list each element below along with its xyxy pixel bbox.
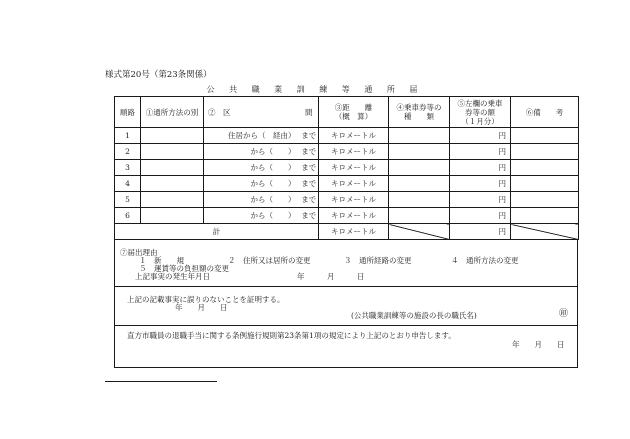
remarks-cell[interactable]	[511, 160, 579, 176]
section-from[interactable]: 住居から（ 経由）	[204, 128, 300, 144]
fare-cell[interactable]: 円	[450, 176, 511, 192]
declaration-date[interactable]: 年 月 日	[512, 340, 565, 349]
ticket-cell[interactable]	[389, 192, 450, 208]
route-row	[115, 144, 579, 160]
distance-cell[interactable]: キロメートル	[319, 176, 389, 192]
remarks-cell[interactable]	[511, 128, 579, 144]
remarks-cell[interactable]	[511, 192, 579, 208]
ticket-cell[interactable]	[389, 208, 450, 224]
total-ticket-crossed	[389, 224, 450, 240]
route-row	[115, 160, 579, 176]
fare-cell[interactable]: 円	[450, 144, 511, 160]
form-id: 様式第20号（第23条関係）	[105, 70, 212, 80]
reason-option-address[interactable]: ２ 住所又は居所の変更	[228, 256, 311, 265]
certification-text: 上記の記載事実に誤りのないことを証明する。	[127, 295, 285, 304]
total-label: 計	[115, 224, 319, 240]
footnote-rule	[105, 381, 217, 382]
header-distance	[319, 97, 389, 128]
reason-heading: ⑦届出理由	[120, 248, 158, 257]
table-header-row	[115, 97, 579, 128]
header-fare-line3: （１月分）	[461, 116, 499, 126]
reason-option-method[interactable]: ４ 通所方法の変更	[451, 256, 519, 265]
fare-cell[interactable]: 円	[450, 192, 511, 208]
row-number: 3	[115, 160, 141, 176]
ticket-cell[interactable]	[389, 160, 450, 176]
method-cell[interactable]	[141, 160, 204, 176]
seal-mark: ㊞	[559, 309, 569, 319]
remarks-cell[interactable]	[511, 208, 579, 224]
occurrence-date-label: 上記事実の発生年月日	[135, 272, 210, 281]
distance-cell[interactable]: キロメートル	[319, 208, 389, 224]
certifier-title: (公共職業訓練等の施設の長の職氏名)	[351, 311, 477, 320]
route-row	[115, 176, 579, 192]
row-number: 1	[115, 128, 141, 144]
total-row	[115, 224, 579, 240]
reason-option-route[interactable]: ３ 通所経路の変更	[344, 256, 412, 265]
ticket-cell[interactable]	[389, 128, 450, 144]
route-row	[115, 128, 579, 144]
header-ticket	[389, 97, 450, 128]
total-fare[interactable]: 円	[450, 224, 511, 240]
header-method: ①通所方法の別	[141, 97, 204, 128]
row-number: 6	[115, 208, 141, 224]
row-number: 2	[115, 144, 141, 160]
header-number: 順路	[115, 97, 141, 128]
header-remarks: ⑥備 考	[511, 97, 579, 128]
section-to: まで	[300, 192, 319, 208]
section-from[interactable]: から（ ）	[204, 144, 300, 160]
section-from[interactable]: から（ ）	[204, 208, 300, 224]
header-distance-line1: ③距 離	[334, 103, 373, 112]
header-fare	[450, 97, 511, 128]
section-to: まで	[300, 160, 319, 176]
section-to: まで	[300, 208, 319, 224]
divider	[115, 325, 577, 326]
header-fare-line1: ⑤左欄の乗車	[457, 98, 503, 108]
row-number: 5	[115, 192, 141, 208]
method-cell[interactable]	[141, 128, 204, 144]
header-ticket-line1: ④乗車券等の	[396, 103, 442, 112]
route-row	[115, 208, 579, 224]
remarks-cell[interactable]	[511, 144, 579, 160]
header-ticket-line2: 種 類	[404, 112, 434, 121]
form-title: 公 共 職 業 訓 練 等 通 所 届	[206, 85, 424, 94]
section-to: まで	[300, 144, 319, 160]
total-distance[interactable]: キロメートル	[319, 224, 389, 240]
fare-cell[interactable]: 円	[450, 160, 511, 176]
method-cell[interactable]	[141, 176, 204, 192]
distance-cell[interactable]: キロメートル	[319, 160, 389, 176]
section-from[interactable]: から（ ）	[204, 192, 300, 208]
section-to: まで	[300, 176, 319, 192]
ticket-cell[interactable]	[389, 144, 450, 160]
ticket-cell[interactable]	[389, 176, 450, 192]
method-cell[interactable]	[141, 192, 204, 208]
reason-option-new[interactable]: １ 新 規	[139, 256, 184, 265]
header-fare-line2: 券等の額	[465, 107, 495, 117]
total-remarks-crossed	[511, 224, 579, 240]
header-distance-line2: （概 算）	[334, 112, 373, 121]
method-cell[interactable]	[141, 144, 204, 160]
remarks-cell[interactable]	[511, 176, 579, 192]
distance-cell[interactable]: キロメートル	[319, 128, 389, 144]
occurrence-date-value[interactable]: 年 月 日	[297, 272, 365, 281]
route-row	[115, 192, 579, 208]
method-cell[interactable]	[141, 208, 204, 224]
route-table	[114, 96, 579, 240]
section-from[interactable]: から（ ）	[204, 176, 300, 192]
fare-cell[interactable]: 円	[450, 128, 511, 144]
distance-cell[interactable]: キロメートル	[319, 192, 389, 208]
certification-date[interactable]: 年 月 日	[175, 303, 228, 312]
header-section-end: 間	[300, 97, 319, 128]
fare-cell[interactable]: 円	[450, 208, 511, 224]
reason-option-fare[interactable]: ５ 運賃等の負担額の変更	[139, 264, 229, 273]
distance-cell[interactable]: キロメートル	[319, 144, 389, 160]
header-section: ② 区	[204, 97, 300, 128]
row-number: 4	[115, 176, 141, 192]
divider	[115, 286, 577, 287]
declaration-box	[114, 239, 578, 368]
section-to: まで	[300, 128, 319, 144]
declaration-text: 直方市職員の退職手当に関する条例施行規則第23条第1項の規定により上記のとおり申告します。	[127, 331, 456, 340]
section-from[interactable]: から（ ）	[204, 160, 300, 176]
